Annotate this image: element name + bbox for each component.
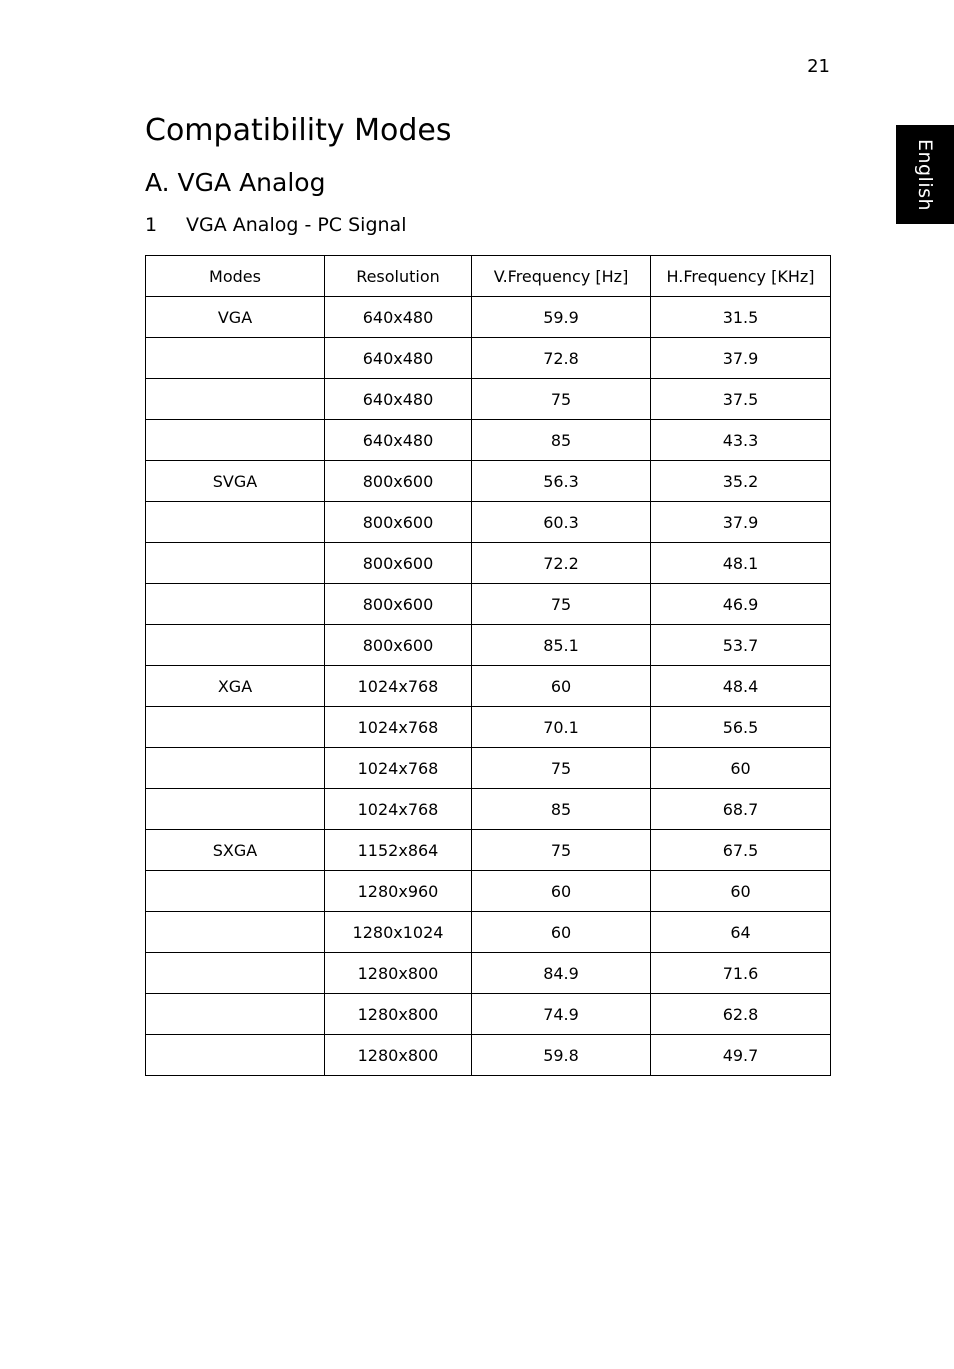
cell-h-frequency: 71.6 [651,953,831,994]
cell-mode: SVGA [146,461,325,502]
list-number: 1 [145,214,158,236]
cell-mode [146,789,325,830]
cell-h-frequency: 37.5 [651,379,831,420]
table-row [146,297,831,338]
cell-h-frequency: 53.7 [651,625,831,666]
cell-v-frequency: 85 [472,420,651,461]
table-row [146,420,831,461]
cell-resolution: 1024x768 [325,789,472,830]
table-row [146,748,831,789]
cell-resolution: 800x600 [325,625,472,666]
header-h-frequency: H.Frequency [KHz] [651,256,831,297]
cell-v-frequency: 70.1 [472,707,651,748]
table-row [146,994,831,1035]
section-title: A. VGA Analog [145,168,326,197]
cell-resolution: 1280x800 [325,994,472,1035]
cell-v-frequency: 59.9 [472,297,651,338]
cell-mode [146,584,325,625]
cell-resolution: 1280x1024 [325,912,472,953]
table-row [146,953,831,994]
cell-mode [146,338,325,379]
cell-h-frequency: 60 [651,748,831,789]
cell-h-frequency: 37.9 [651,338,831,379]
cell-mode [146,1035,325,1076]
cell-mode [146,912,325,953]
list-heading-text: VGA Analog - PC Signal [186,214,407,236]
cell-v-frequency: 60 [472,912,651,953]
cell-h-frequency: 60 [651,871,831,912]
cell-resolution: 640x480 [325,420,472,461]
compatibility-table [145,255,831,1076]
table-row [146,666,831,707]
cell-h-frequency: 67.5 [651,830,831,871]
cell-mode [146,871,325,912]
table-header-row [146,256,831,297]
table-row [146,461,831,502]
cell-v-frequency: 59.8 [472,1035,651,1076]
cell-v-frequency: 60 [472,666,651,707]
cell-h-frequency: 46.9 [651,584,831,625]
table-body [146,297,831,1076]
table-row [146,1035,831,1076]
cell-v-frequency: 85.1 [472,625,651,666]
cell-resolution: 800x600 [325,502,472,543]
cell-h-frequency: 62.8 [651,994,831,1035]
cell-h-frequency: 35.2 [651,461,831,502]
table-row [146,584,831,625]
language-tab-label: English [914,138,937,211]
cell-h-frequency: 48.1 [651,543,831,584]
cell-v-frequency: 75 [472,379,651,420]
cell-v-frequency: 75 [472,584,651,625]
cell-h-frequency: 64 [651,912,831,953]
cell-mode: XGA [146,666,325,707]
header-v-frequency: V.Frequency [Hz] [472,256,651,297]
cell-v-frequency: 60 [472,871,651,912]
cell-mode [146,420,325,461]
cell-v-frequency: 75 [472,830,651,871]
cell-resolution: 1024x768 [325,666,472,707]
cell-resolution: 1024x768 [325,707,472,748]
cell-mode: SXGA [146,830,325,871]
table-row [146,871,831,912]
cell-h-frequency: 68.7 [651,789,831,830]
cell-resolution: 800x600 [325,584,472,625]
page-title: Compatibility Modes [145,113,452,148]
cell-resolution: 640x480 [325,297,472,338]
cell-mode [146,953,325,994]
cell-v-frequency: 85 [472,789,651,830]
cell-mode [146,543,325,584]
cell-resolution: 640x480 [325,379,472,420]
cell-resolution: 1280x800 [325,1035,472,1076]
cell-mode [146,502,325,543]
cell-h-frequency: 43.3 [651,420,831,461]
header-resolution: Resolution [325,256,472,297]
cell-h-frequency: 37.9 [651,502,831,543]
language-tab [896,125,954,224]
cell-mode: VGA [146,297,325,338]
cell-mode [146,625,325,666]
header-modes: Modes [146,256,325,297]
cell-mode [146,379,325,420]
cell-h-frequency: 48.4 [651,666,831,707]
cell-h-frequency: 56.5 [651,707,831,748]
table-row [146,625,831,666]
page-number: 21 [807,56,830,77]
cell-resolution: 640x480 [325,338,472,379]
cell-mode [146,748,325,789]
table-row [146,707,831,748]
table-row [146,502,831,543]
cell-v-frequency: 84.9 [472,953,651,994]
cell-v-frequency: 75 [472,748,651,789]
cell-resolution: 1280x960 [325,871,472,912]
cell-resolution: 1280x800 [325,953,472,994]
table-row [146,379,831,420]
cell-v-frequency: 56.3 [472,461,651,502]
cell-v-frequency: 72.2 [472,543,651,584]
cell-resolution: 1024x768 [325,748,472,789]
cell-v-frequency: 60.3 [472,502,651,543]
cell-h-frequency: 49.7 [651,1035,831,1076]
cell-mode [146,994,325,1035]
cell-mode [146,707,325,748]
cell-v-frequency: 74.9 [472,994,651,1035]
cell-resolution: 800x600 [325,461,472,502]
table-row [146,912,831,953]
table-row [146,789,831,830]
cell-v-frequency: 72.8 [472,338,651,379]
list-heading [145,214,406,236]
table-row [146,830,831,871]
table-row [146,543,831,584]
table-row [146,338,831,379]
cell-resolution: 800x600 [325,543,472,584]
cell-h-frequency: 31.5 [651,297,831,338]
cell-resolution: 1152x864 [325,830,472,871]
